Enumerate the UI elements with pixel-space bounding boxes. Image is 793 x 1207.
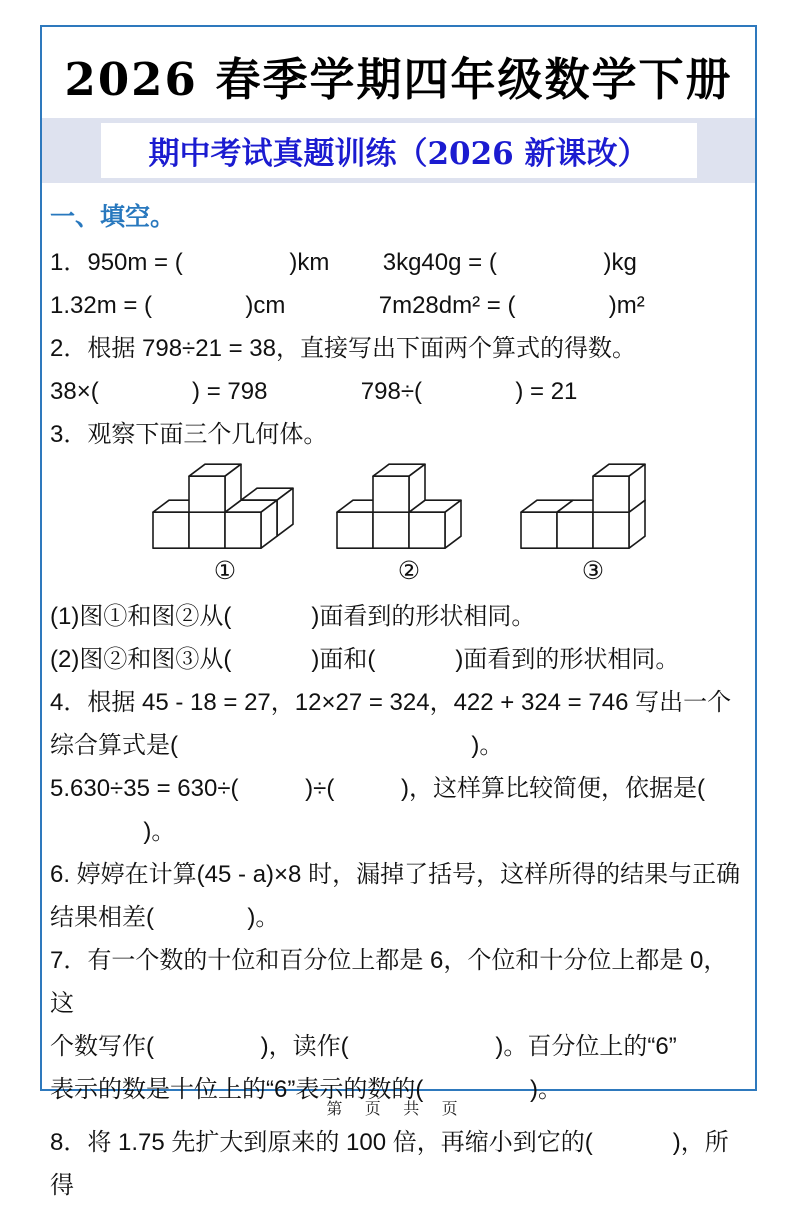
geometry-figures: [145, 464, 747, 585]
question-line-q3-2: (2)图②和图③从( )面和( )面看到的形状相同。: [50, 646, 680, 673]
question-line-q6a: 6. 婷婷在计算(45 - a)×8 时，漏掉了括号，这样所得的结果与正确: [50, 861, 741, 888]
page-title: 2026 春季学期四年级数学下册: [64, 53, 733, 106]
question-line-q7a: 7．有一个数的十位和百分位上都是 6，个位和十分位上都是 0，这: [50, 947, 728, 1017]
cube-figure-3-drawing: [513, 464, 673, 554]
question-line-q3: 3．观察下面三个几何体。: [50, 421, 328, 448]
question-line-q8: 8．将 1.75 先扩大到原来的 100 倍，再缩小到它的( )，所得: [50, 1129, 729, 1199]
question-line-q7c: 表示的数是十位上的“6”表示的数的( )。: [50, 1076, 563, 1103]
figure-3: [513, 464, 673, 585]
question-line-q5a: 5.630÷35 = 630÷( )÷( )，这样算比较简便，依据是(: [50, 775, 705, 802]
question-line-q7b: 个数写作( )，读作( )。百分位上的“6”: [50, 1033, 677, 1060]
figure-3-label: ③: [581, 556, 605, 585]
figure-1-label: ①: [213, 556, 237, 585]
question-line-q4b: 综合算式是( )。: [50, 732, 504, 759]
question-line-q3-1: (1)图①和图②从( )面看到的形状相同。: [50, 603, 536, 630]
cube-figure-2-drawing: [329, 464, 489, 554]
subtitle-band: [42, 118, 755, 183]
question-line-q5b: )。: [50, 818, 176, 845]
page-footer: 第 页 共 页: [326, 1101, 467, 1118]
question-area: [42, 183, 755, 1207]
figure-1: [145, 464, 305, 585]
figure-2-label: ②: [397, 556, 421, 585]
question-line-q1b: 1.32m = ( )cm 7m28dm² = ( )m²: [50, 292, 645, 319]
question-line-q2b: 38×( ) = 798 798÷( ) = 21: [50, 378, 578, 405]
question-line-q6b: 结果相差( )。: [50, 904, 280, 931]
subtitle-box: [101, 123, 697, 178]
question-line-q2a: 2．根据 798÷21 = 38，直接写出下面两个算式的得数。: [50, 335, 636, 362]
figure-2: [329, 464, 489, 585]
cube-figure-1-drawing: [145, 464, 305, 554]
page-subtitle: 期中考试真题训练（2026 新课改）: [148, 136, 649, 172]
question-line-q4a: 4．根据 45 - 18 = 27，12×27 = 324，422 + 324 = 746 写出一个: [50, 689, 732, 716]
question-line-q1a: 1．950m = ( )km 3kg40g = ( )kg: [50, 249, 637, 276]
section-heading: 一、填空。: [50, 203, 176, 231]
